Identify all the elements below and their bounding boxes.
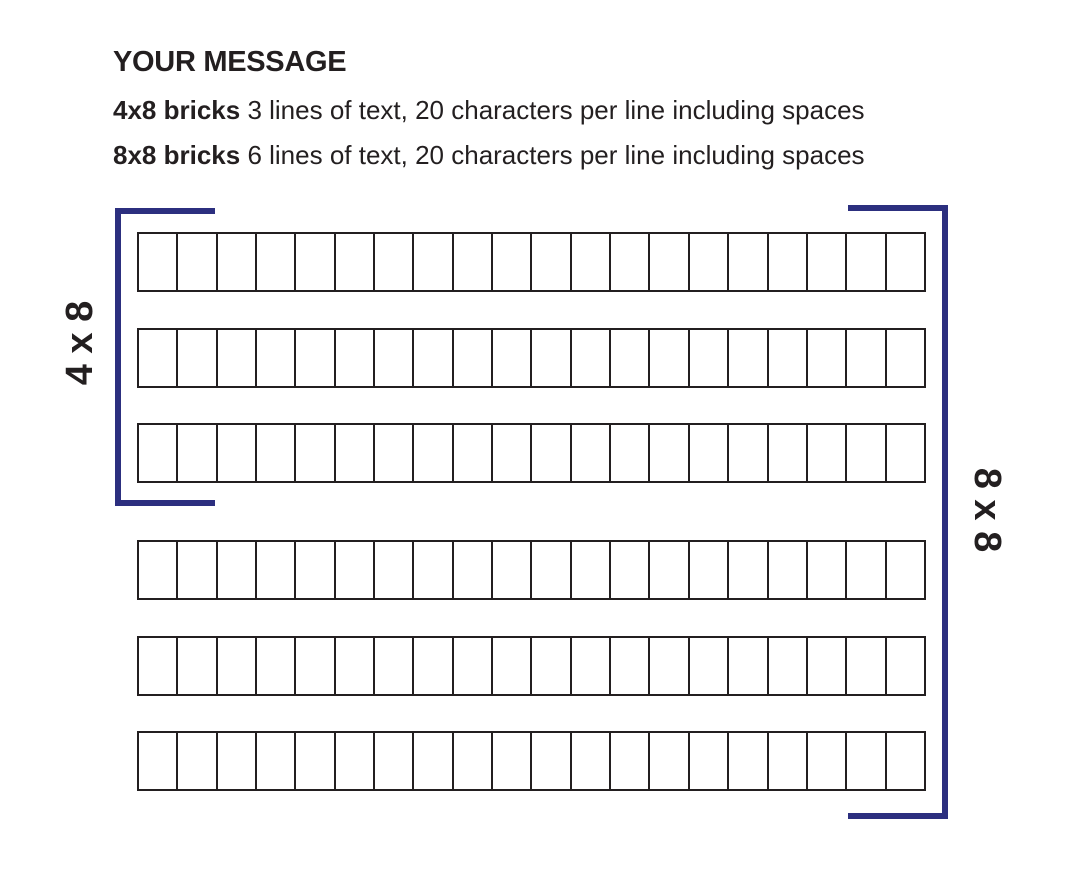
character-box[interactable]: [769, 425, 808, 481]
spec-8x8-text: 6 lines of text, 20 characters per line including spaces: [240, 140, 865, 170]
character-box[interactable]: [375, 425, 414, 481]
character-box[interactable]: [769, 733, 808, 789]
label-8x8: 8 x 8: [966, 467, 1008, 553]
character-box[interactable]: [729, 234, 768, 290]
character-box[interactable]: [808, 425, 847, 481]
character-box[interactable]: [257, 542, 296, 598]
character-box[interactable]: [572, 733, 611, 789]
character-box[interactable]: [532, 733, 571, 789]
character-box[interactable]: [493, 542, 532, 598]
character-box[interactable]: [769, 234, 808, 290]
character-box[interactable]: [257, 425, 296, 481]
form-heading: YOUR MESSAGE: [113, 46, 347, 78]
character-box[interactable]: [611, 542, 650, 598]
character-box[interactable]: [336, 638, 375, 694]
character-box[interactable]: [454, 234, 493, 290]
character-box[interactable]: [296, 330, 335, 386]
character-box[interactable]: [493, 234, 532, 290]
character-box[interactable]: [414, 542, 453, 598]
character-box[interactable]: [769, 542, 808, 598]
message-line-3: [137, 423, 926, 483]
character-box[interactable]: [847, 542, 886, 598]
character-box[interactable]: [887, 425, 924, 481]
character-box[interactable]: [139, 733, 178, 789]
character-box[interactable]: [887, 234, 924, 290]
character-box[interactable]: [257, 733, 296, 789]
character-box[interactable]: [690, 234, 729, 290]
character-box[interactable]: [218, 330, 257, 386]
character-box[interactable]: [218, 542, 257, 598]
character-box[interactable]: [690, 733, 729, 789]
character-box[interactable]: [414, 330, 453, 386]
character-box[interactable]: [493, 733, 532, 789]
character-box[interactable]: [414, 733, 453, 789]
character-box[interactable]: [178, 330, 217, 386]
character-box[interactable]: [572, 330, 611, 386]
character-box[interactable]: [650, 638, 689, 694]
character-box[interactable]: [414, 234, 453, 290]
character-box[interactable]: [572, 542, 611, 598]
character-box[interactable]: [650, 425, 689, 481]
character-box[interactable]: [847, 425, 886, 481]
character-box[interactable]: [887, 638, 924, 694]
character-box[interactable]: [847, 638, 886, 694]
character-box[interactable]: [139, 542, 178, 598]
character-box[interactable]: [532, 234, 571, 290]
character-box[interactable]: [611, 330, 650, 386]
character-box[interactable]: [296, 638, 335, 694]
character-box[interactable]: [375, 234, 414, 290]
character-box[interactable]: [257, 234, 296, 290]
character-box[interactable]: [808, 733, 847, 789]
character-box[interactable]: [336, 733, 375, 789]
character-box[interactable]: [218, 234, 257, 290]
character-box[interactable]: [139, 425, 178, 481]
character-box[interactable]: [532, 425, 571, 481]
character-box[interactable]: [887, 733, 924, 789]
label-4x8: 4 x 8: [59, 300, 101, 386]
character-box[interactable]: [336, 234, 375, 290]
character-box[interactable]: [454, 330, 493, 386]
character-box[interactable]: [690, 638, 729, 694]
character-box[interactable]: [375, 542, 414, 598]
character-box[interactable]: [808, 234, 847, 290]
message-line-4: [137, 540, 926, 600]
character-box[interactable]: [375, 638, 414, 694]
character-box[interactable]: [690, 542, 729, 598]
character-box[interactable]: [257, 330, 296, 386]
character-box[interactable]: [690, 330, 729, 386]
character-box[interactable]: [375, 330, 414, 386]
character-box[interactable]: [847, 234, 886, 290]
character-box[interactable]: [729, 733, 768, 789]
character-box[interactable]: [336, 542, 375, 598]
character-box[interactable]: [218, 638, 257, 694]
spec-8x8-title: 8x8 bricks: [113, 140, 241, 170]
character-box[interactable]: [572, 425, 611, 481]
message-line-5: [137, 636, 926, 696]
character-box[interactable]: [611, 638, 650, 694]
bracket-8x8: [848, 205, 948, 819]
message-line-6: [137, 731, 926, 791]
character-box[interactable]: [493, 638, 532, 694]
character-box[interactable]: [178, 733, 217, 789]
character-box[interactable]: [611, 425, 650, 481]
spec-4x8-text: 3 lines of text, 20 characters per line including spaces: [240, 95, 865, 125]
character-box[interactable]: [257, 638, 296, 694]
character-box[interactable]: [296, 733, 335, 789]
character-box[interactable]: [887, 330, 924, 386]
character-box[interactable]: [650, 542, 689, 598]
character-box[interactable]: [572, 234, 611, 290]
character-box[interactable]: [690, 425, 729, 481]
character-box[interactable]: [454, 425, 493, 481]
character-box[interactable]: [139, 234, 178, 290]
character-box[interactable]: [139, 330, 178, 386]
character-box[interactable]: [532, 330, 571, 386]
character-box[interactable]: [572, 638, 611, 694]
character-box[interactable]: [532, 542, 571, 598]
character-box[interactable]: [296, 425, 335, 481]
character-box[interactable]: [139, 638, 178, 694]
character-box[interactable]: [769, 330, 808, 386]
character-box[interactable]: [218, 733, 257, 789]
character-box[interactable]: [178, 234, 217, 290]
character-box[interactable]: [178, 542, 217, 598]
character-box[interactable]: [296, 542, 335, 598]
character-box[interactable]: [729, 638, 768, 694]
character-box[interactable]: [847, 330, 886, 386]
spec-4x8: [113, 93, 865, 127]
character-box[interactable]: [414, 638, 453, 694]
character-box[interactable]: [650, 733, 689, 789]
character-box[interactable]: [808, 330, 847, 386]
character-box[interactable]: [454, 638, 493, 694]
character-box[interactable]: [454, 733, 493, 789]
character-box[interactable]: [769, 638, 808, 694]
character-box[interactable]: [847, 733, 886, 789]
character-box[interactable]: [729, 330, 768, 386]
character-box[interactable]: [808, 638, 847, 694]
character-box[interactable]: [729, 425, 768, 481]
message-line-1: [137, 232, 926, 292]
character-box[interactable]: [218, 425, 257, 481]
character-box[interactable]: [493, 425, 532, 481]
character-box[interactable]: [336, 330, 375, 386]
character-box[interactable]: [493, 330, 532, 386]
character-box[interactable]: [650, 330, 689, 386]
character-box[interactable]: [336, 425, 375, 481]
character-box[interactable]: [650, 234, 689, 290]
character-box[interactable]: [178, 425, 217, 481]
character-box[interactable]: [887, 542, 924, 598]
character-box[interactable]: [296, 234, 335, 290]
character-box[interactable]: [178, 638, 217, 694]
spec-8x8: [113, 138, 865, 172]
character-box[interactable]: [454, 542, 493, 598]
character-box[interactable]: [808, 542, 847, 598]
message-line-2: [137, 328, 926, 388]
character-box[interactable]: [611, 234, 650, 290]
character-box[interactable]: [611, 733, 650, 789]
character-box[interactable]: [532, 638, 571, 694]
character-box[interactable]: [414, 425, 453, 481]
spec-4x8-title: 4x8 bricks: [113, 95, 241, 125]
character-box[interactable]: [375, 733, 414, 789]
character-box[interactable]: [729, 542, 768, 598]
